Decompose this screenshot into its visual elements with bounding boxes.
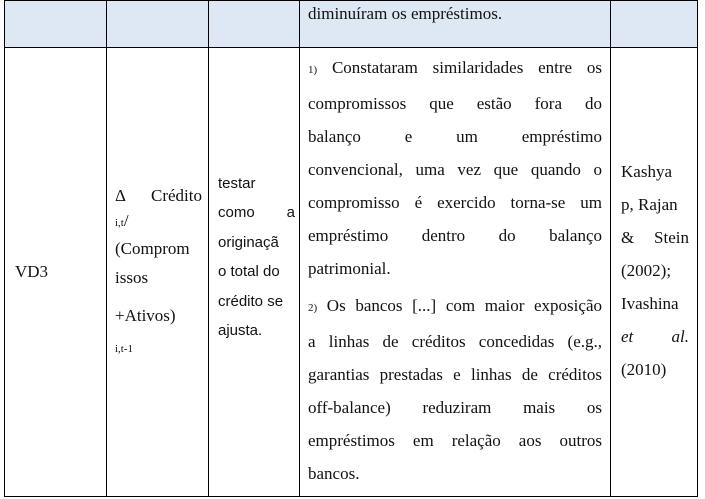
prev-cell-variable bbox=[107, 1, 209, 48]
division-slash: / bbox=[123, 210, 129, 230]
prev-cell-label bbox=[5, 1, 107, 48]
description-line: empréstimos em relação aos outros bbox=[308, 431, 602, 450]
variable-formula bbox=[107, 185, 208, 360]
vd3-row bbox=[5, 48, 698, 497]
description-line: off-balance) reduziram mais os bbox=[308, 398, 602, 417]
objective-line: como a bbox=[218, 204, 295, 221]
issos-text: issos bbox=[115, 267, 149, 287]
references-cell bbox=[611, 48, 698, 497]
prev-cell-objective bbox=[209, 1, 300, 48]
previous-row bbox=[5, 1, 698, 48]
description-line: 1) Constataram similaridades entre os bbox=[308, 58, 602, 77]
objective-line: crédito se bbox=[218, 292, 284, 310]
ativos-text: +Ativos) bbox=[115, 305, 176, 325]
reference-line: p, Rajan bbox=[621, 194, 678, 214]
prev-cell-references bbox=[611, 1, 698, 48]
vd3-label: VD3 bbox=[15, 262, 49, 281]
description-line: convencional, uma vez que quando o bbox=[308, 160, 602, 179]
vd3-label-cell bbox=[5, 48, 107, 497]
description-line: patrimonial. bbox=[308, 259, 391, 278]
objective-line: originaçã bbox=[218, 233, 279, 251]
description-line: empréstimo dentro do balanço bbox=[308, 226, 602, 245]
description-line: compromisso é exercido torna-se um bbox=[308, 193, 602, 212]
reference-line: Kashya bbox=[621, 161, 672, 181]
variable-formula-cell bbox=[107, 48, 209, 497]
subscript-it: i,t bbox=[115, 216, 124, 229]
description-line: compromissos que estão fora do bbox=[308, 94, 602, 113]
description-line: a linhas de créditos concedidas (e.g., bbox=[308, 332, 602, 351]
description-line: 2) Os bancos [...] com maior exposição bbox=[308, 296, 602, 315]
description-text bbox=[300, 48, 610, 490]
objective-text bbox=[209, 173, 299, 342]
objective-line: testar bbox=[218, 174, 256, 192]
item2-number: 2) bbox=[308, 302, 318, 314]
research-variables-table bbox=[4, 0, 698, 497]
comprom-text: (Comprom bbox=[115, 238, 190, 258]
description-line: garantias prestadas e linhas de créditos bbox=[308, 365, 602, 384]
description-cell bbox=[300, 48, 611, 497]
subscript-it1: i,t-1 bbox=[115, 342, 134, 355]
reference-line: Ivashina bbox=[621, 293, 679, 313]
references-text bbox=[611, 155, 697, 386]
description-line: balanço e um empréstimo bbox=[308, 127, 602, 146]
objective-line: ajusta. bbox=[218, 322, 263, 339]
delta-credito: Δ Crédito bbox=[115, 185, 202, 205]
item1-number: 1) bbox=[308, 64, 318, 76]
objective-cell bbox=[209, 48, 300, 497]
reference-line: & Stein bbox=[621, 227, 689, 247]
prev-description-tail: diminuíram os empréstimos. bbox=[308, 4, 503, 23]
reference-line: (2010) bbox=[621, 359, 667, 379]
description-line: bancos. bbox=[308, 464, 360, 483]
reference-line: (2002); bbox=[621, 260, 672, 280]
prev-cell-description bbox=[300, 1, 611, 48]
objective-line: o total do bbox=[218, 263, 280, 280]
reference-line: et al. bbox=[621, 326, 689, 346]
subscript-line bbox=[115, 210, 202, 234]
